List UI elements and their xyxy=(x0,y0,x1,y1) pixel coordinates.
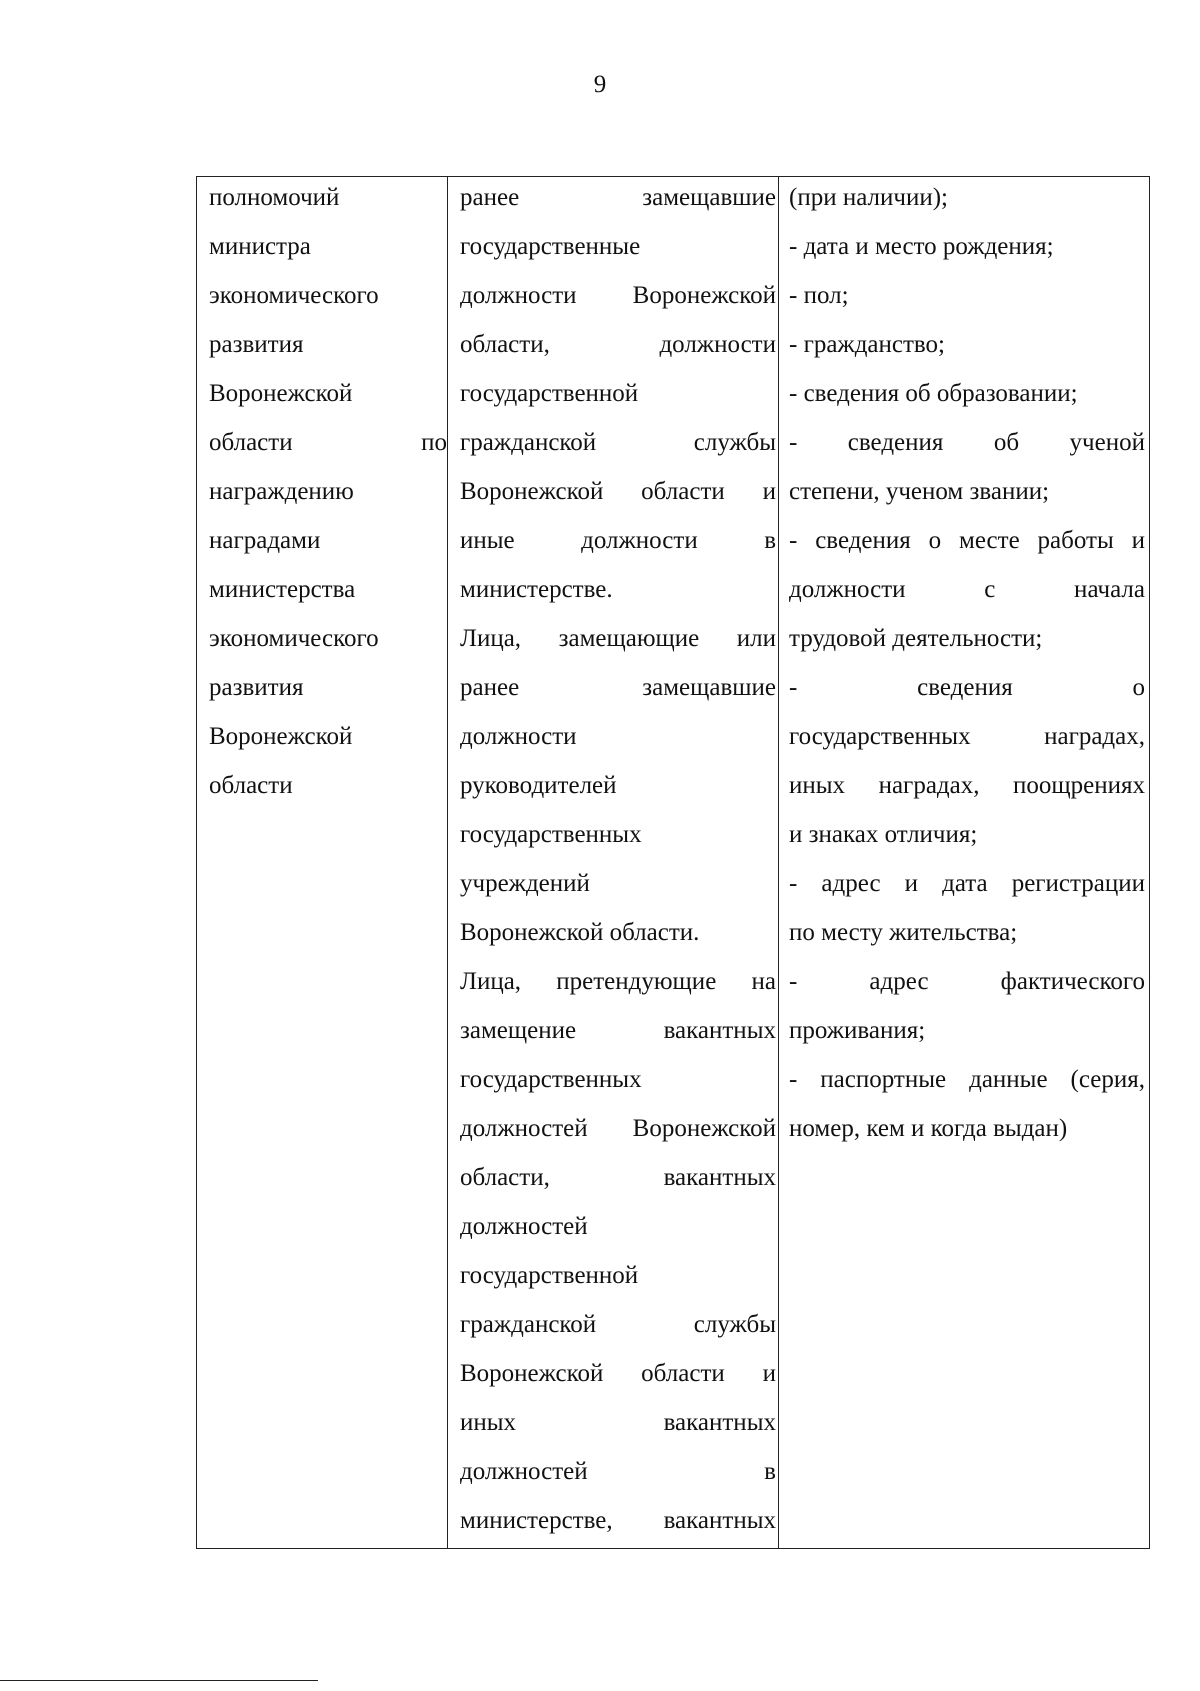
cell-text-line: области по xyxy=(209,429,447,456)
cell-text-line: (при наличии); xyxy=(789,184,948,211)
cell-text-line: номер, кем и когда выдан) xyxy=(789,1115,1068,1142)
cell-text-line: награждению xyxy=(209,478,354,505)
cell-text-line: Воронежской xyxy=(209,380,353,407)
table-cell-persons xyxy=(448,177,779,1549)
cell-text-line: замещение вакантных xyxy=(460,1017,776,1044)
cell-text-line: - адрес фактического xyxy=(789,968,1145,995)
table-row xyxy=(197,177,1150,1549)
cell-text-line: министерстве. xyxy=(460,576,613,603)
cell-text-line: - пол; xyxy=(789,282,849,309)
cell-text-line: экономического xyxy=(209,625,379,652)
cell-text-line: министра xyxy=(209,233,311,260)
cell-text-line: должности с начала xyxy=(789,576,1145,603)
cell-text-line: государственных xyxy=(460,821,642,848)
cell-text-line: ранее замещавшие xyxy=(460,184,776,211)
cell-text-line: министерстве, вакантных xyxy=(460,1507,776,1534)
cell-text-line: государственной xyxy=(460,380,639,407)
cell-text-line: должности Воронежской xyxy=(460,282,776,309)
cell-text-line: учреждений xyxy=(460,870,590,897)
cell-text-line: области xyxy=(209,772,293,799)
cell-text-line: - сведения об образовании; xyxy=(789,380,1078,407)
cell-text-line: экономического xyxy=(209,282,379,309)
cell-text-line: гражданской службы xyxy=(460,1311,776,1338)
cell-text-line: должности xyxy=(460,723,577,750)
page-number: 9 xyxy=(593,71,607,98)
table-cell-category xyxy=(197,177,448,1549)
cell-text-line: министерства xyxy=(209,576,356,603)
cell-text-line: - адрес и дата регистрации xyxy=(789,870,1145,897)
cell-text-line: Лица, замещающие или xyxy=(460,625,776,652)
cell-text-line: - паспортные данные (серия, xyxy=(789,1066,1145,1093)
cell-text-line: - сведения о xyxy=(789,674,1145,701)
cell-text-line: полномочий xyxy=(209,184,340,211)
cell-text-line: области, должности xyxy=(460,331,776,358)
cell-text-line: наградами xyxy=(209,527,321,554)
cell-text-line: государственные xyxy=(460,233,641,260)
document-table xyxy=(196,176,1150,1549)
cell-text-line: Воронежской xyxy=(209,723,353,750)
cell-text-line: Воронежской области и xyxy=(460,478,776,505)
cell-text-line: - сведения о месте работы и xyxy=(789,527,1145,554)
cell-text-line: должностей в xyxy=(460,1458,776,1485)
cell-text-line: государственных xyxy=(460,1066,642,1093)
cell-text-line: области, вакантных xyxy=(460,1164,776,1191)
cell-text-line: - гражданство; xyxy=(789,331,945,358)
cell-text-line: руководителей xyxy=(460,772,617,799)
cell-text-line: развития xyxy=(209,331,304,358)
cell-text-line: иные должности в xyxy=(460,527,776,554)
cell-text-line: должностей xyxy=(460,1213,588,1240)
cell-text-line: Воронежской области. xyxy=(460,919,700,946)
cell-text-line: государственных наградах, xyxy=(789,723,1145,750)
cell-text-line: - сведения об ученой xyxy=(789,429,1145,456)
cell-text-line: по месту жительства; xyxy=(789,919,1018,946)
cell-text-line: Лица, претендующие на xyxy=(460,968,776,995)
table-cell-data-list xyxy=(779,177,1150,1549)
cell-text-line: иных вакантных xyxy=(460,1409,776,1436)
cell-text-line: иных наградах, поощрениях xyxy=(789,772,1145,799)
footnote-rule xyxy=(0,1680,318,1681)
cell-text-line: ранее замещавшие xyxy=(460,674,776,701)
cell-text-line: степени, ученом звании; xyxy=(789,478,1050,505)
cell-text-line: проживания; xyxy=(789,1017,926,1044)
cell-text-line: развития xyxy=(209,674,304,701)
cell-text-line: должностей Воронежской xyxy=(460,1115,776,1142)
cell-text-line: Воронежской области и xyxy=(460,1360,776,1387)
cell-text-line: трудовой деятельности; xyxy=(789,625,1043,652)
cell-text-line: гражданской службы xyxy=(460,429,776,456)
cell-text-line: и знаках отличия; xyxy=(789,821,978,848)
cell-text-line: - дата и место рождения; xyxy=(789,233,1054,260)
cell-text-line: государственной xyxy=(460,1262,639,1289)
